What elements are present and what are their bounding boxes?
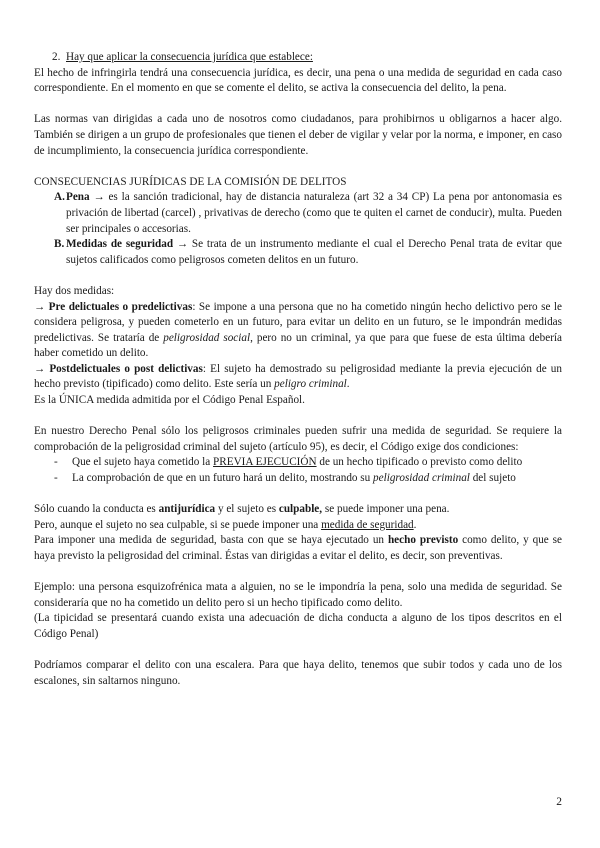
item-number: 2. [52,51,61,63]
post-delictuales [34,362,562,393]
section-heading: CONSECUENCIAS JURÍDICAS DE LA COMISIÓN DE DELITOS [34,175,347,188]
list-item-pena [34,190,562,237]
escalera-paragraph: Podríamos comparar el delito con una escalera. Para que haya delito, tenemos que subir todos y cada uno de los escalones, sin saltarnos ninguno. [34,659,562,687]
list-item-medidas [34,237,562,268]
dash-mark: - [54,456,58,469]
medidas-text: → Se trata de un instrumento mediante el cual el Derecho Penal trata de evitar que sujetos calificados como peligrosos cometen delitos en un futuro. [66,238,562,266]
term-medidas: Medidas de seguridad [66,238,174,251]
ejemplo-paragraph: Ejemplo: una persona esquizofrénica mata a alguien, no se le impondría la pena, solo una medida de seguridad. Se consideraría que no ha cometido un delito pero si un hecho tipificado como delito. [34,581,562,609]
term-antijuridica: antijurídica [158,503,216,516]
arrow-glyph: → [34,300,49,313]
medidas-intro: Hay dos medidas: [34,284,115,297]
condition-1 [34,455,562,471]
solo-text: Sólo cuando la conducta es [34,503,159,516]
imponer-end: como delito, y que se haya previsto la peligrosidad del criminal. Éstas van dirigidas a evitar el delito, es decir, son preventivas. [34,534,563,562]
item-text: Hay que aplicar la consecuencia jurídica que establece: [66,51,313,63]
pero-end: . [413,518,417,531]
cond2-text: La comprobación de que en un futuro hará un delito, mostrando su [72,472,374,485]
cond1-underline: PREVIA EJECUCIÓN [213,456,317,469]
pre-text-end: , pero no un criminal, ya que para que fuese de esta última debería haber cometido un delito. [34,331,562,360]
list-letter: B. [54,238,65,251]
condition-2 [34,471,562,487]
arrow-glyph: → [34,362,50,375]
pre-italic: peligrosidad social [163,331,251,344]
term-pena: Pena [66,191,90,204]
paragraph-infringirla: El hecho de infringirla tendrá una consecuencia jurídica, es decir, una pena o una medida de seguridad en cada caso correspondiente. En el momento en que se comente el delito, se activa la consecuencia del delito, la pena. [34,66,562,95]
tipicidad-paragraph: (La tipicidad se presentará cuando exista una adecuación de dicha conducta a alguno de los tipos descritos en el Código Penal) [34,612,562,640]
pena-text: → es la sanción tradicional, hay de distancia naturaleza (art 32 a 34 CP) La pena por antonomasia es privación de libertad (carcel) , privativas de derecho (como que te quiten el carnet de conducir), multa. Pueden ser principales o accesorias. [66,191,562,235]
term-post: Postdelictuales o post delictivas [49,362,203,375]
numbered-item-2 [34,50,562,66]
post-text-end: . [346,378,350,391]
pero-line [34,518,562,534]
cond2-text-end: del sujeto [469,472,516,485]
cond2-italic: peligrosidad criminal [373,472,470,485]
term-pre: Pre delictuales o predelictivas [48,300,193,313]
pre-text: : Se impone a una persona que no ha cometido ningún hecho delictivo pero se le considera peligrosa, y pueden cometerlo en un futuro, para evitar un delito en un futuro, se le impondrán medidas predelictivas. Se trataría de [34,300,563,344]
cond1-text: Que el sujeto haya cometido la [72,456,214,469]
solo-end: se puede imponer una pena. [322,503,450,516]
paragraph-normas: Las normas van dirigidas a cada uno de nosotros como ciudadanos, para prohibirnos u obligarnos a hacer algo. También se dirigen a un grupo de profesionales que tienen el deber de vigilar y velar por la norma, e imponer, en caso de incumplimiento, la consecuencia jurídica correspondiente. [34,113,562,157]
paragraph-nuestro-derecho: En nuestro Derecho Penal sólo los peligrosos criminales pueden sufrir una medida de seguridad. Se requiere la comprobación de la peligrosidad criminal del sujeto (artículo 95), es decir, el Código exige dos condiciones: [34,425,562,453]
pero-underline: medida de seguridad [321,518,414,531]
term-hecho-previsto: hecho previsto [387,534,459,547]
solo-mid: y el sujeto es [215,503,279,516]
imponer-text: Para imponer una medida de seguridad, basta con que se haya ejecutado un [34,534,388,547]
page-number: 2 [556,796,562,808]
solo-cuando [34,502,562,518]
para-imponer [34,533,562,564]
document-page [34,50,562,689]
dash-mark: - [54,472,58,485]
term-culpable: culpable, [278,503,323,516]
unica-line: Es la ÚNICA medida admitida por el Código Penal Español. [34,394,305,407]
pero-text: Pero, aunque el sujeto no sea culpable, si se puede imponer una [34,518,322,531]
post-text: : El sujeto ha demostrado su peligrosidad mediante la previa ejecución de un hecho previsto (tipificado) como delito. Este sería un [34,362,562,391]
pre-delictuales [34,300,562,362]
post-italic: peligro criminal [274,378,347,391]
list-letter: A. [54,191,65,204]
cond1-text-end: de un hecho tipificado o previsto como delito [316,456,523,469]
